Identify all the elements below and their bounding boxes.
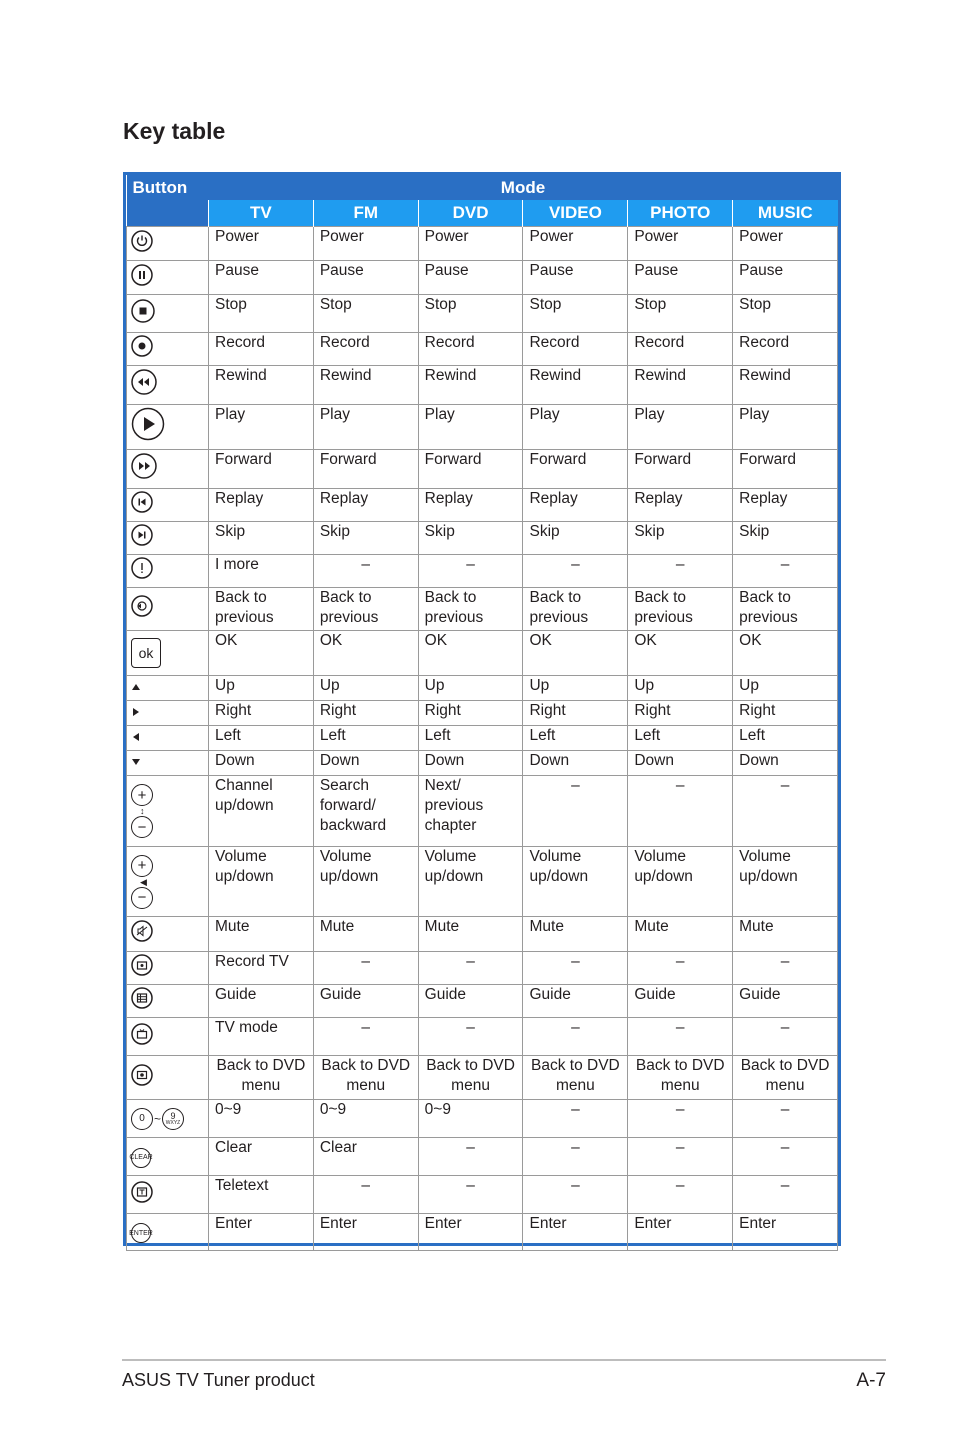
table-cell: Play [523,405,628,450]
button-icon-cell [127,333,209,366]
table-cell: Right [418,701,523,726]
button-icon-cell [127,522,209,555]
button-icon-cell [127,701,209,726]
table-cell: Record [209,333,314,366]
table-cell: Back to DVD menu [313,1056,418,1100]
button-icon-cell [127,847,209,917]
table-cell: Up [209,676,314,701]
table-row [127,333,838,366]
table-cell: 0~9 [418,1100,523,1138]
table-cell: OK [418,631,523,676]
table-cell: Replay [313,489,418,522]
table-cell: Guide [418,985,523,1018]
table-cell: Up [733,676,838,701]
table-cell: Clear [313,1138,418,1176]
table-cell: Down [733,751,838,776]
table-row [127,522,838,555]
table-cell: Mute [418,917,523,952]
rewind-icon [131,382,157,399]
table-cell: Play [418,405,523,450]
table-cell: Power [418,227,523,261]
table-row [127,631,838,676]
table-row [127,751,838,776]
table-cell: – [733,1176,838,1214]
table-row [127,847,838,917]
table-cell: Skip [523,522,628,555]
button-icon-cell [127,489,209,522]
button-icon-cell [127,751,209,776]
table-cell: Power [313,227,418,261]
table-cell: – [628,1176,733,1214]
button-icon-cell [127,227,209,261]
table-cell: – [523,776,628,847]
table-cell: Skip [209,522,314,555]
button-icon-cell [127,676,209,701]
table-cell: Left [313,726,418,751]
table-cell: – [523,1138,628,1176]
table-cell: Forward [418,450,523,489]
nine-key-icon: 9 WXYZ [162,1108,184,1130]
button-icon-cell [127,1138,209,1176]
table-cell: Forward [523,450,628,489]
table-cell: Record [523,333,628,366]
table-row [127,588,838,631]
teletext-icon [131,1190,153,1207]
info-icon [131,566,153,583]
table-cell: OK [733,631,838,676]
table-row [127,261,838,295]
button-icon-cell [127,1100,209,1138]
table-cell: – [733,1018,838,1056]
table-row [127,450,838,489]
header-spacer [127,200,209,227]
button-icon-cell [127,726,209,751]
table-row [127,1176,838,1214]
table-cell: Up [418,676,523,701]
guide-icon [131,996,153,1013]
table-cell: Skip [418,522,523,555]
mode-column-header: Mode [209,175,838,200]
table-cell: Forward [313,450,418,489]
enter-icon: ENTER [131,1223,151,1243]
table-cell: Volume up/down [628,847,733,917]
table-cell: – [733,776,838,847]
table-cell: Skip [733,522,838,555]
table-cell: Up [313,676,418,701]
button-icon-cell [127,776,209,847]
table-cell: – [628,1100,733,1138]
table-row [127,1214,838,1251]
table-cell: Enter [313,1214,418,1251]
table-cell: Right [313,701,418,726]
table-cell: Volume up/down [733,847,838,917]
table-cell: Stop [523,295,628,333]
footer-product-name: ASUS TV Tuner product [122,1370,315,1390]
pause-icon [131,273,153,290]
button-icon-cell [127,405,209,450]
mute-icon [131,929,153,946]
mode-header-video: VIDEO [523,200,628,227]
zero-key-icon: 0 [131,1108,153,1130]
table-row [127,1100,838,1138]
key-table-frame [123,172,841,1246]
left-arrow-icon [131,729,141,746]
table-cell: Guide [628,985,733,1018]
table-cell: Left [418,726,523,751]
table-cell: – [628,1018,733,1056]
table-cell: Mute [628,917,733,952]
table-row [127,1138,838,1176]
button-icon-cell [127,588,209,631]
table-cell: Forward [628,450,733,489]
table-cell: OK [523,631,628,676]
table-cell: Back to DVD menu [628,1056,733,1100]
table-cell: Next/ previous chapter [418,776,523,847]
table-cell: Replay [733,489,838,522]
channel-down-icon: − [131,816,153,838]
table-cell: Replay [209,489,314,522]
table-cell: Down [523,751,628,776]
table-cell: Mute [733,917,838,952]
table-cell: Teletext [209,1176,314,1214]
table-cell: – [523,555,628,588]
channel-up-icon: + [131,784,153,806]
table-cell: Replay [523,489,628,522]
table-cell: Record TV [209,952,314,985]
ok-icon: ok [131,638,161,668]
table-cell: Record [313,333,418,366]
button-column-header: Button [127,175,209,200]
clear-icon: CLEAR [131,1148,151,1168]
table-cell: Left [733,726,838,751]
play-icon [131,428,165,445]
table-cell: Back to previous [313,588,418,631]
table-cell: Channel up/down [209,776,314,847]
table-cell: – [418,1138,523,1176]
mode-header-music: MUSIC [733,200,838,227]
table-cell: I more [209,555,314,588]
table-cell: Back to DVD menu [209,1056,314,1100]
table-cell: – [628,1138,733,1176]
table-row [127,776,838,847]
volume-plus-minus-icon [131,855,204,909]
button-icon-cell [127,952,209,985]
record-tv-icon [131,963,153,980]
table-cell: Enter [628,1214,733,1251]
table-cell: Pause [733,261,838,295]
table-row [127,555,838,588]
table-cell: Forward [733,450,838,489]
table-cell: Guide [523,985,628,1018]
table-cell: – [523,1018,628,1056]
table-cell: Enter [523,1214,628,1251]
table-cell: Back to previous [209,588,314,631]
table-cell: Guide [733,985,838,1018]
table-cell: – [733,555,838,588]
button-icon-cell [127,1214,209,1251]
table-cell: – [313,952,418,985]
volume-up-icon: + [131,855,153,877]
table-cell: – [733,1138,838,1176]
table-cell: Play [209,405,314,450]
table-cell: Pause [628,261,733,295]
table-cell: – [313,1176,418,1214]
table-cell: Down [313,751,418,776]
table-cell: Volume up/down [313,847,418,917]
table-cell: Back to previous [523,588,628,631]
back-icon [131,604,153,621]
channel-plus-minus-icon [131,784,204,838]
table-cell: Replay [418,489,523,522]
table-cell: – [313,1018,418,1056]
table-cell: Play [628,405,733,450]
table-cell: Power [209,227,314,261]
table-cell: Power [733,227,838,261]
table-cell: 0~9 [313,1100,418,1138]
table-cell: Record [733,333,838,366]
table-row [127,917,838,952]
table-cell: Stop [628,295,733,333]
mode-header-photo: PHOTO [628,200,733,227]
table-cell: Forward [209,450,314,489]
table-cell: Up [628,676,733,701]
table-cell: – [628,776,733,847]
table-cell: – [523,1100,628,1138]
table-cell: Back to previous [733,588,838,631]
table-cell: Down [628,751,733,776]
table-cell: Record [628,333,733,366]
table-cell: Rewind [733,366,838,405]
table-cell: – [523,952,628,985]
table-cell: 0~9 [209,1100,314,1138]
power-icon [131,239,153,256]
table-cell: Right [523,701,628,726]
table-cell: Enter [418,1214,523,1251]
table-cell: – [418,952,523,985]
button-icon-cell [127,631,209,676]
table-cell: Left [209,726,314,751]
table-cell: Rewind [209,366,314,405]
tilde-separator: ~ [154,1112,162,1126]
table-cell: – [628,555,733,588]
page-title: Key table [123,118,226,144]
table-row [127,405,838,450]
right-arrow-icon [131,704,141,721]
table-row [127,366,838,405]
table-cell: Mute [523,917,628,952]
forward-icon [131,466,157,483]
table-cell: Enter [733,1214,838,1251]
button-icon-cell [127,1018,209,1056]
button-icon-cell [127,985,209,1018]
table-cell: Rewind [418,366,523,405]
table-cell: Back to DVD menu [733,1056,838,1100]
tv-mode-icon [131,1032,153,1049]
table-cell: Pause [418,261,523,295]
table-cell: Clear [209,1138,314,1176]
table-cell: Back to DVD menu [418,1056,523,1100]
table-cell: Power [523,227,628,261]
table-cell: Volume up/down [209,847,314,917]
table-cell: Stop [733,295,838,333]
table-cell: Skip [313,522,418,555]
table-row [127,227,838,261]
button-icon-cell [127,1176,209,1214]
stop-icon [131,310,155,327]
table-cell: Search forward/ backward [313,776,418,847]
table-cell: Stop [313,295,418,333]
table-row [127,489,838,522]
button-icon-cell [127,555,209,588]
table-cell: TV mode [209,1018,314,1056]
table-row [127,985,838,1018]
speaker-symbol-icon: ◀ [140,876,147,887]
table-row [127,726,838,751]
table-cell: Replay [628,489,733,522]
table-cell: Right [209,701,314,726]
table-cell: Guide [313,985,418,1018]
mode-header-fm: FM [313,200,418,227]
table-cell: Rewind [313,366,418,405]
key-table [126,175,838,1251]
footer-page-number: A-7 [856,1370,886,1391]
button-icon-cell [127,295,209,333]
table-cell: Pause [313,261,418,295]
button-icon-cell [127,450,209,489]
table-cell: Play [733,405,838,450]
table-cell: Back to previous [418,588,523,631]
button-icon-cell [127,261,209,295]
channel-symbol-icon: ↕ [140,806,145,816]
table-cell: Back to DVD menu [523,1056,628,1100]
skip-icon [131,533,153,550]
record-icon [131,344,153,361]
table-cell: Volume up/down [418,847,523,917]
table-row [127,701,838,726]
table-cell: Down [209,751,314,776]
table-cell: Guide [209,985,314,1018]
table-row [127,295,838,333]
table-cell: Stop [209,295,314,333]
table-cell: – [418,555,523,588]
table-cell: Enter [209,1214,314,1251]
table-cell: Pause [209,261,314,295]
table-cell: OK [628,631,733,676]
table-row [127,676,838,701]
table-cell: Skip [628,522,733,555]
table-cell: Volume up/down [523,847,628,917]
table-row [127,1018,838,1056]
table-cell: – [313,555,418,588]
table-cell: – [418,1018,523,1056]
up-arrow-icon [131,679,141,696]
replay-icon [131,500,153,517]
table-cell: – [733,1100,838,1138]
table-cell: Record [418,333,523,366]
table-cell: – [628,952,733,985]
table-cell: Rewind [628,366,733,405]
table-cell: Up [523,676,628,701]
footer-divider [122,1359,886,1361]
table-cell: – [418,1176,523,1214]
table-cell: Pause [523,261,628,295]
down-arrow-icon [131,754,141,771]
table-cell: Stop [418,295,523,333]
button-icon-cell [127,1056,209,1100]
mode-header-dvd: DVD [418,200,523,227]
mode-header-tv: TV [209,200,314,227]
table-cell: Left [628,726,733,751]
table-cell: Back to previous [628,588,733,631]
table-cell: Mute [209,917,314,952]
table-cell: OK [313,631,418,676]
button-icon-cell [127,917,209,952]
table-cell: Down [418,751,523,776]
table-cell: Mute [313,917,418,952]
table-cell: – [523,1176,628,1214]
number-keys-icon [131,1108,184,1130]
table-cell: Left [523,726,628,751]
table-cell: Play [313,405,418,450]
dvd-menu-icon [131,1073,153,1090]
table-cell: Rewind [523,366,628,405]
table-row [127,952,838,985]
table-cell: – [733,952,838,985]
table-cell: Power [628,227,733,261]
table-cell: Right [628,701,733,726]
volume-down-icon: − [131,887,153,909]
table-cell: Right [733,701,838,726]
button-icon-cell [127,366,209,405]
table-cell: OK [209,631,314,676]
table-row [127,1056,838,1100]
